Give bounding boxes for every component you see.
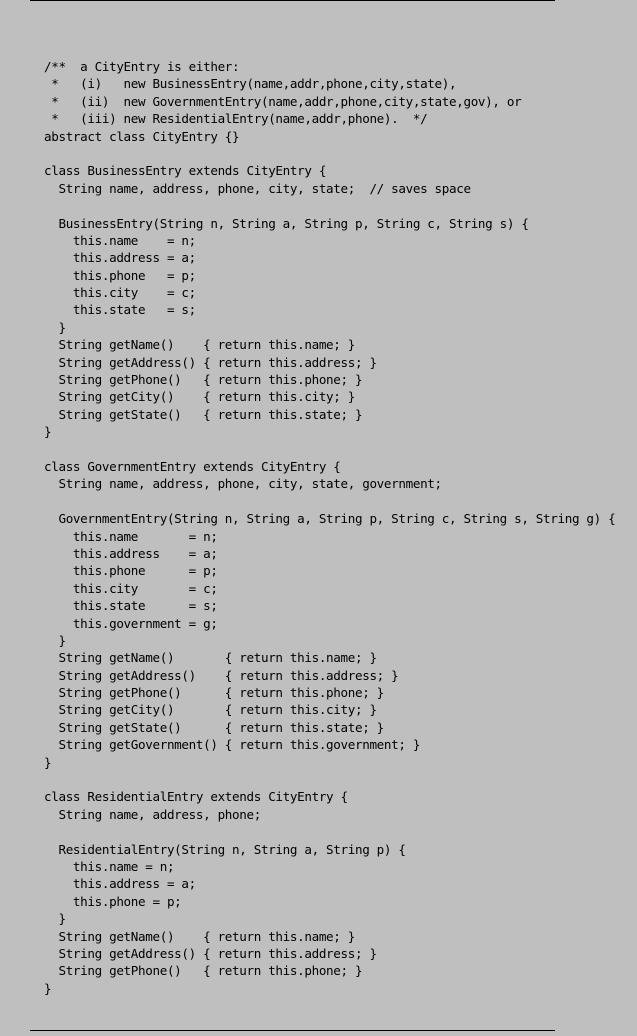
code-block	[44, 58, 615, 997]
code-line: class GovernmentEntry extends CityEntry {	[44, 458, 341, 474]
code-line	[44, 771, 615, 788]
code-line: /** a CityEntry is either:	[44, 59, 240, 74]
code-line: this.city = c;	[44, 285, 196, 301]
code-line: ResidentialEntry(String n, String a, String p) {	[44, 841, 406, 857]
code-line: String name, address, phone, city, state, government;	[44, 476, 442, 492]
code-line: }	[44, 754, 52, 770]
code-line	[44, 145, 615, 162]
code-line: this.address = a;	[44, 545, 218, 561]
code-line: this.name = n;	[44, 528, 218, 544]
code-line: String getState() { return this.state; }	[44, 406, 363, 422]
code-line: String getCity() { return this.city; }	[44, 389, 355, 405]
code-line: }	[44, 911, 66, 927]
code-line: String getName() { return this.name; }	[44, 337, 355, 353]
code-line: abstract class CityEntry {}	[44, 128, 240, 144]
code-line: this.city = c;	[44, 580, 218, 596]
code-line: this.phone = p;	[44, 563, 218, 579]
code-line: class ResidentialEntry extends CityEntry {	[44, 789, 348, 805]
code-line: class BusinessEntry extends CityEntry {	[44, 163, 327, 179]
code-line: * (i) new BusinessEntry(name,addr,phone,city,state),	[44, 76, 457, 92]
code-line: this.phone = p;	[44, 893, 182, 909]
code-line: this.state = s;	[44, 302, 196, 318]
code-line: }	[44, 424, 52, 440]
code-line: String getPhone() { return this.phone; }	[44, 372, 363, 388]
code-line: * (ii) new GovernmentEntry(name,addr,phone,city,state,gov), or	[44, 93, 522, 109]
code-line	[44, 197, 615, 214]
code-line: String getGovernment() { return this.government; }	[44, 737, 421, 753]
code-line: String getCity() { return this.city; }	[44, 702, 377, 718]
code-line: * (iii) new ResidentialEntry(name,addr,phone). */	[44, 111, 428, 127]
code-line	[44, 823, 615, 840]
code-line: String getPhone() { return this.phone; }	[44, 963, 363, 979]
code-line: String getAddress() { return this.address; }	[44, 354, 377, 370]
code-line: String getAddress() { return this.address; }	[44, 945, 377, 961]
code-line: String getName() { return this.name; }	[44, 928, 355, 944]
code-line: this.name = n;	[44, 232, 196, 248]
code-line: this.phone = p;	[44, 267, 196, 283]
code-line: String getPhone() { return this.phone; }	[44, 685, 384, 701]
code-line: this.government = g;	[44, 615, 218, 631]
code-line: }	[44, 319, 66, 335]
code-line: }	[44, 980, 52, 996]
code-line: GovernmentEntry(String n, String a, String p, String c, String s, String g) {	[44, 511, 616, 527]
code-line: BusinessEntry(String n, String a, String p, String c, String s) {	[44, 215, 529, 231]
code-line: this.address = a;	[44, 250, 196, 266]
code-line: String name, address, phone;	[44, 806, 261, 822]
code-line: String getAddress() { return this.address; }	[44, 667, 399, 683]
code-line: String getState() { return this.state; }	[44, 719, 384, 735]
code-line	[44, 441, 615, 458]
code-line: String name, address, phone, city, state; // saves space	[44, 180, 471, 196]
code-line	[44, 493, 615, 510]
code-line: this.name = n;	[44, 858, 175, 874]
top-rule	[30, 0, 555, 1]
code-line: this.state = s;	[44, 598, 218, 614]
code-line: }	[44, 632, 66, 648]
code-line: String getName() { return this.name; }	[44, 650, 377, 666]
bottom-rule	[30, 1030, 555, 1031]
code-line: this.address = a;	[44, 876, 196, 892]
